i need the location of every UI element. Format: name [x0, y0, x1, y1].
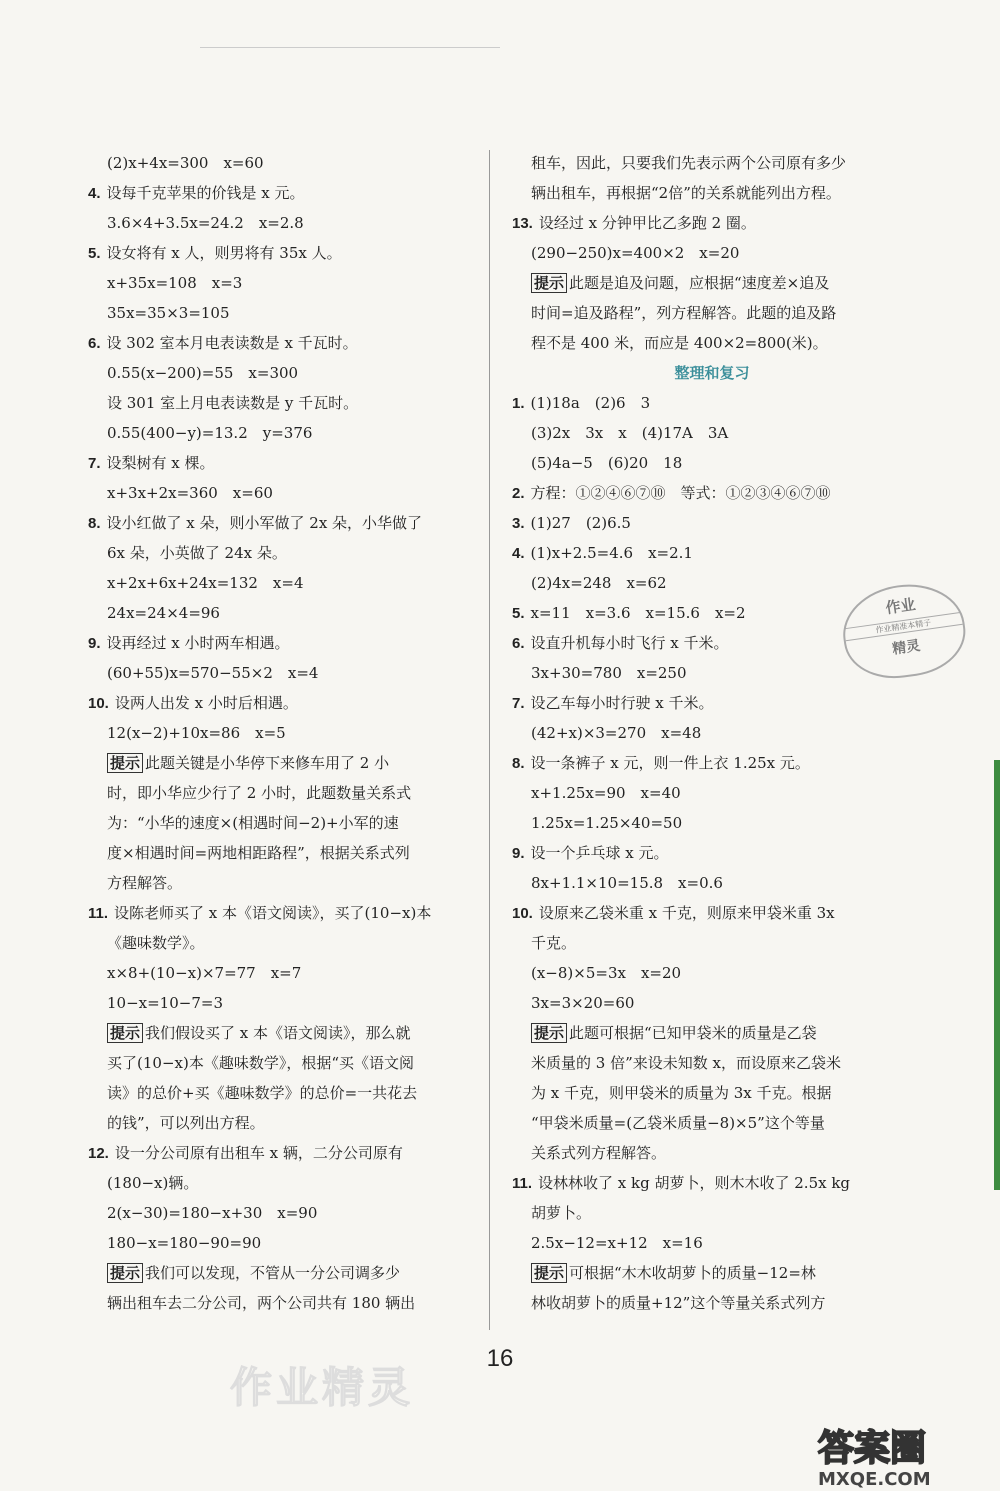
- answer-text: 千克。: [531, 934, 577, 952]
- answer-line: [512, 778, 912, 808]
- answer-line: [512, 1018, 912, 1048]
- answer-line: [88, 238, 478, 268]
- answer-text: 3.6×4+3.5x=24.2 x=2.8: [107, 214, 304, 232]
- answer-text: 我们假设买了 x 本《语文阅读》，那么就: [145, 1024, 411, 1042]
- hint-label: 提示: [107, 1263, 143, 1283]
- answer-text: 为：“小华的速度×(相遇时间−2)+小军的速: [107, 814, 399, 832]
- answer-text: 方程解答。: [107, 874, 183, 892]
- edge-strip: [994, 760, 1000, 1190]
- answer-text: 可根据“木木收胡萝卜的质量−12=林: [569, 1264, 816, 1282]
- answer-text: x+1.25x=90 x=40: [531, 784, 681, 802]
- question-number: 4.: [512, 545, 525, 562]
- question-number: 6.: [88, 335, 101, 352]
- answer-text: 35x=35×3=105: [107, 304, 230, 322]
- hint-label: 提示: [531, 1263, 567, 1283]
- answer-line: [512, 418, 912, 448]
- answer-line: [88, 568, 478, 598]
- answer-line: [512, 298, 912, 328]
- answer-line: [88, 658, 478, 688]
- answer-line: [512, 1228, 912, 1258]
- answer-text: (1)18a (2)6 3: [530, 394, 651, 412]
- answer-text: 我们可以发现，不管从一分公司调多少: [145, 1264, 401, 1282]
- right-column: [512, 148, 912, 1318]
- answer-text: 租车，因此，只要我们先表示两个公司原有多少: [531, 154, 847, 172]
- question-number: 5.: [88, 245, 101, 262]
- question-number: 11.: [512, 1175, 533, 1192]
- answer-line: [512, 958, 912, 988]
- answer-text: 程不是 400 米，而应是 400×2=800(米)。: [531, 334, 828, 352]
- question-number: 13.: [512, 215, 533, 232]
- answer-line: [88, 1018, 478, 1048]
- answer-line: [512, 1138, 912, 1168]
- question-number: 1.: [512, 395, 525, 412]
- answer-line: [512, 268, 912, 298]
- answer-line: [88, 328, 478, 358]
- answer-line: [88, 808, 478, 838]
- hint-label: 提示: [107, 753, 143, 773]
- answer-text: 0.55(x−200)=55 x=300: [107, 364, 299, 382]
- answer-line: [512, 988, 912, 1018]
- answer-line: [512, 1108, 912, 1138]
- answer-text: (x−8)×5=3x x=20: [531, 964, 682, 982]
- answer-line: [512, 1078, 912, 1108]
- answer-line: [88, 1288, 478, 1318]
- question-number: 2.: [512, 485, 525, 502]
- answer-text: 6x 朵，小英做了 24x 朵。: [107, 544, 287, 562]
- stamp-line1: 作业: [884, 595, 917, 618]
- answer-text: 为 x 千克，则甲袋米的质量为 3x 千克。根据: [531, 1084, 832, 1102]
- answer-text: 24x=24×4=96: [107, 604, 220, 622]
- answer-line: [88, 628, 478, 658]
- question-number: 12.: [88, 1145, 109, 1162]
- hint-label: 提示: [531, 273, 567, 293]
- answer-line: [88, 208, 478, 238]
- answer-line: [512, 718, 912, 748]
- answer-line: [88, 148, 478, 178]
- answer-line: [88, 778, 478, 808]
- answer-line: [88, 1168, 478, 1198]
- answer-line: [88, 418, 478, 448]
- answer-text: 设女将有 x 人，则男将有 35x 人。: [106, 244, 342, 262]
- answer-text: 时间=追及路程”，列方程解答。此题的追及路: [531, 304, 837, 322]
- answer-line: [512, 178, 912, 208]
- corner-logo-title: 答案圈: [818, 1428, 927, 1469]
- answer-line: [512, 808, 912, 838]
- column-divider: [489, 150, 490, 1330]
- answer-text: 设直升机每小时飞行 x 千米。: [530, 634, 729, 652]
- answer-text: (180−x)辆。: [107, 1174, 199, 1192]
- answer-line: [512, 1288, 912, 1318]
- answer-text: 8x+1.1×10=15.8 x=0.6: [531, 874, 723, 892]
- answer-text: (1)x+2.5=4.6 x=2.1: [530, 544, 693, 562]
- answer-line: [88, 388, 478, 418]
- answer-line: [512, 928, 912, 958]
- answer-line: [88, 748, 478, 778]
- answer-text: (42+x)×3=270 x=48: [531, 724, 702, 742]
- corner-logo: [818, 1420, 931, 1490]
- hint-label: 提示: [531, 1023, 567, 1043]
- question-number: 9.: [88, 635, 101, 652]
- question-number: 9.: [512, 845, 525, 862]
- answer-line: [88, 508, 478, 538]
- answer-line: [88, 1078, 478, 1108]
- answer-line: [88, 358, 478, 388]
- top-rule: [200, 47, 500, 48]
- question-number: 7.: [512, 695, 525, 712]
- hint-label: 提示: [107, 1023, 143, 1043]
- question-number: 10.: [88, 695, 109, 712]
- answer-line: [512, 1168, 912, 1198]
- answer-line: [88, 1048, 478, 1078]
- answer-line: [512, 568, 912, 598]
- question-number: 11.: [88, 905, 109, 922]
- answer-line: [512, 538, 912, 568]
- answer-text: 10−x=10−7=3: [107, 994, 223, 1012]
- answer-text: (1)27 (2)6.5: [530, 514, 631, 532]
- answer-text: 关系式列方程解答。: [531, 1144, 667, 1162]
- answer-line: [88, 1228, 478, 1258]
- answer-text: 12(x−2)+10x=86 x=5: [107, 724, 286, 742]
- answer-text: 设乙车每小时行驶 x 千米。: [530, 694, 714, 712]
- answer-line: [88, 688, 478, 718]
- answer-text: 此题关键是小华停下来修车用了 2 小: [145, 754, 390, 772]
- answer-line: [88, 598, 478, 628]
- answer-text: 3x=3×20=60: [531, 994, 635, 1012]
- answer-text: 设陈老师买了 x 本《语文阅读》，买了(10−x)本: [114, 904, 432, 922]
- answer-line: [512, 688, 912, 718]
- answer-line: [512, 448, 912, 478]
- answer-text: 3x+30=780 x=250: [531, 664, 687, 682]
- answer-text: 设再经过 x 小时两车相遇。: [106, 634, 290, 652]
- answer-text: 设 301 室上月电表读数是 y 千瓦时。: [107, 394, 359, 412]
- answer-text: 设一条裤子 x 元，则一件上衣 1.25x 元。: [530, 754, 810, 772]
- question-number: 10.: [512, 905, 533, 922]
- answer-line: [512, 868, 912, 898]
- answer-text: 时，即小华应少行了 2 小时，此题数量关系式: [107, 784, 412, 802]
- answer-text: 设原来乙袋米重 x 千克，则原来甲袋米重 3x: [538, 904, 835, 922]
- answer-text: (2)4x=248 x=62: [531, 574, 667, 592]
- answer-line: [88, 478, 478, 508]
- answer-line: [512, 388, 912, 418]
- answer-text: 米质量的 3 倍”来设未知数 x，而设原来乙袋米: [531, 1054, 841, 1072]
- answer-line: [512, 478, 912, 508]
- answer-line: [88, 898, 478, 928]
- answer-text: 设一个乒乓球 x 元。: [530, 844, 669, 862]
- answer-line: [88, 838, 478, 868]
- answer-text: 设小红做了 x 朵，则小军做了 2x 朵，小华做了: [106, 514, 423, 532]
- answer-line: [512, 208, 912, 238]
- answer-text: 设林林收了 x kg 胡萝卜，则木木收了 2.5x kg: [538, 1174, 851, 1192]
- answer-line: [512, 748, 912, 778]
- left-column: [88, 148, 478, 1318]
- answer-text: 买了(10−x)本《趣味数学》，根据“买《语文阅: [107, 1054, 414, 1072]
- answer-line: [88, 988, 478, 1018]
- answer-line: [512, 1258, 912, 1288]
- question-number: 7.: [88, 455, 101, 472]
- answer-text: 180−x=180−90=90: [107, 1234, 262, 1252]
- answer-text: x=11 x=3.6 x=15.6 x=2: [530, 604, 746, 622]
- section-title: 整理和复习: [674, 364, 750, 382]
- answer-line: [512, 838, 912, 868]
- answer-text: “甲袋米质量=(乙袋米质量−8)×5”这个等量: [531, 1114, 825, 1132]
- answer-line: [88, 268, 478, 298]
- stamp-line2: 作业精准本精子: [844, 612, 963, 641]
- answer-text: 此题可根据“已知甲袋米的质量是乙袋: [569, 1024, 817, 1042]
- answer-line: [88, 448, 478, 478]
- question-number: 5.: [512, 605, 525, 622]
- answer-text: 0.55(400−y)=13.2 y=376: [107, 424, 313, 442]
- answer-line: [88, 1108, 478, 1138]
- page-number: 16: [486, 1345, 514, 1372]
- answer-text: 读》的总价+买《趣味数学》的总价=一共花去: [107, 1084, 418, 1102]
- answer-line: [88, 1258, 478, 1288]
- question-number: 3.: [512, 515, 525, 532]
- answer-text: 辆出租车，再根据“2倍”的关系就能列出方程。: [531, 184, 841, 202]
- answer-line: [88, 928, 478, 958]
- answer-text: 1.25x=1.25×40=50: [531, 814, 683, 832]
- answer-line: [88, 958, 478, 988]
- answer-line: [88, 298, 478, 328]
- answer-text: (60+55)x=570−55×2 x=4: [107, 664, 319, 682]
- answer-text: 设两人出发 x 小时后相遇。: [114, 694, 298, 712]
- answer-line: [88, 538, 478, 568]
- answer-text: x×8+(10−x)×7=77 x=7: [107, 964, 302, 982]
- question-number: 8.: [512, 755, 525, 772]
- answer-line: [512, 898, 912, 928]
- answer-text: 设每千克苹果的价钱是 x 元。: [106, 184, 305, 202]
- answer-line: [512, 508, 912, 538]
- answer-text: 设梨树有 x 棵。: [106, 454, 215, 472]
- question-number: 6.: [512, 635, 525, 652]
- answer-text: x+35x=108 x=3: [107, 274, 243, 292]
- answer-line: [88, 1198, 478, 1228]
- answer-text: 胡萝卜。: [531, 1204, 592, 1222]
- answer-text: 此题是追及问题，应根据“速度差×追及: [569, 274, 830, 292]
- answer-line: [88, 1138, 478, 1168]
- answer-text: 方程：①②④⑥⑦⑩ 等式：①②③④⑥⑦⑩: [530, 484, 831, 502]
- answer-line: [88, 178, 478, 208]
- answer-text: 设经过 x 分钟甲比乙多跑 2 圈。: [538, 214, 756, 232]
- answer-line: [512, 1048, 912, 1078]
- answer-text: x+2x+6x+24x=132 x=4: [107, 574, 304, 592]
- answer-text: 林收胡萝卜的质量+12”这个等量关系式列方: [531, 1294, 826, 1312]
- question-number: 8.: [88, 515, 101, 532]
- corner-logo-url: MXQE.COM: [818, 1469, 931, 1490]
- answer-line: [88, 868, 478, 898]
- answer-text: x+3x+2x=360 x=60: [107, 484, 273, 502]
- question-number: 4.: [88, 185, 101, 202]
- answer-line: [512, 1198, 912, 1228]
- stamp-line3: 精灵: [891, 637, 922, 658]
- answer-text: (5)4a−5 (6)20 18: [531, 454, 683, 472]
- answer-text: 辆出租车去二分公司，两个公司共有 180 辆出: [107, 1294, 416, 1312]
- answer-line: [88, 718, 478, 748]
- answer-text: (3)2x 3x x (4)17A 3A: [531, 424, 729, 442]
- answer-text: 2.5x−12=x+12 x=16: [531, 1234, 703, 1252]
- answer-line: [512, 238, 912, 268]
- answer-text: (2)x+4x=300 x=60: [107, 154, 264, 172]
- answer-line: [512, 328, 912, 358]
- watermark-bottom: 作业精灵: [230, 1363, 415, 1412]
- answer-text: (290−250)x=400×2 x=20: [531, 244, 740, 262]
- answer-text: 《趣味数学》。: [107, 934, 205, 952]
- answer-text: 度×相遇时间=两地相距路程”，根据关系式列: [107, 844, 410, 862]
- answer-text: 2(x−30)=180−x+30 x=90: [107, 1204, 318, 1222]
- answer-text: 设 302 室本月电表读数是 x 千瓦时。: [106, 334, 358, 352]
- answer-text: 的钱”，可以列出方程。: [107, 1114, 265, 1132]
- answer-text: 设一分公司原有出租车 x 辆，二分公司原有: [114, 1144, 403, 1162]
- answer-line: [512, 148, 912, 178]
